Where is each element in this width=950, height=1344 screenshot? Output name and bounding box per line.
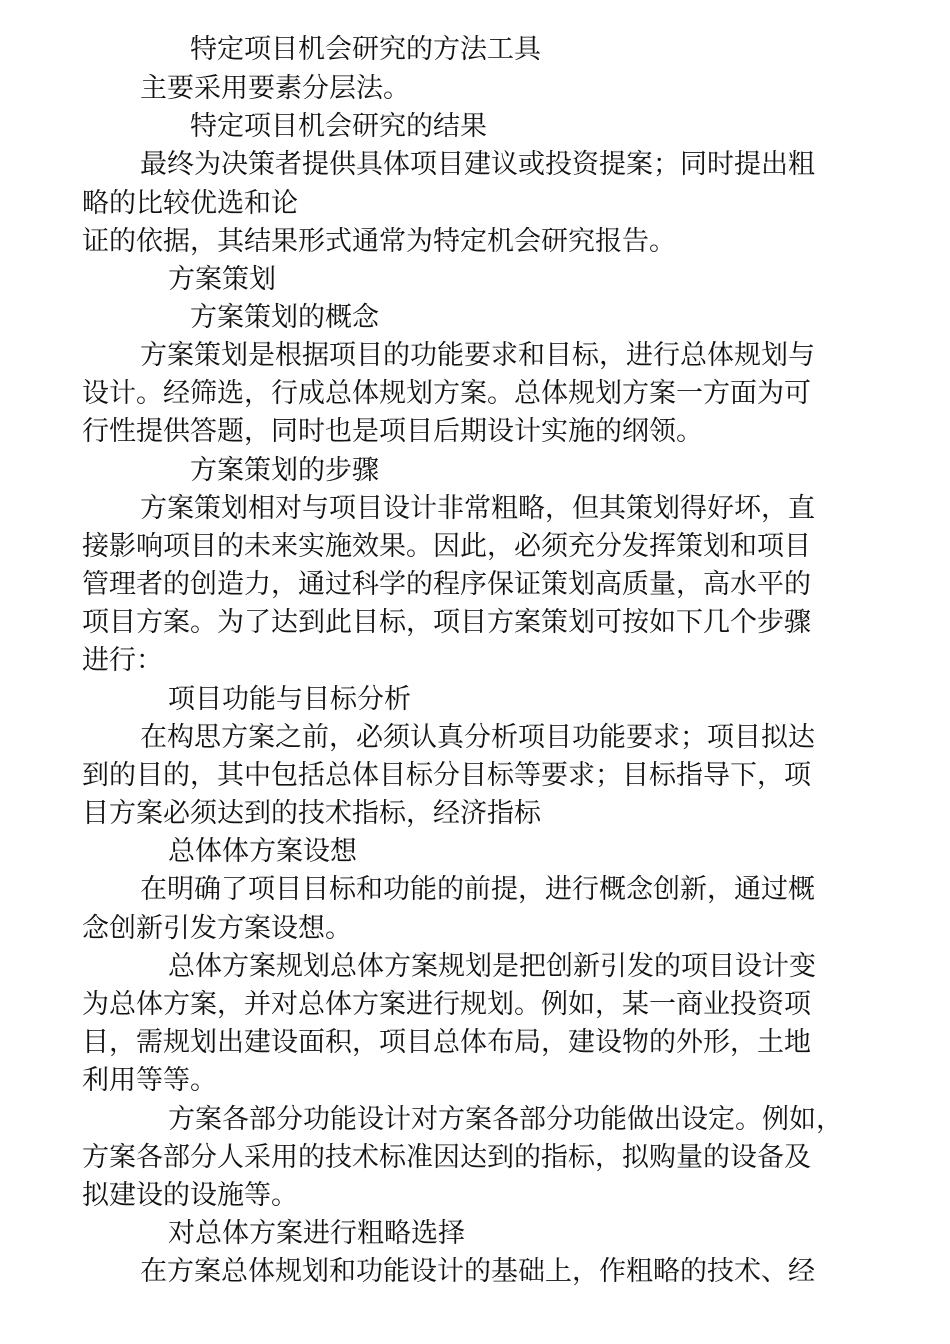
heading-research-result: 特定项目机会研究的结果 — [190, 111, 487, 142]
heading-plan-concept: 方案策划的概念 — [190, 302, 379, 333]
paragraph-line: 略的比较优选和论 — [82, 188, 298, 219]
paragraph-line: 设计。经筛选，行成总体规划方案。总体规划方案一方面为可 — [82, 378, 811, 409]
paragraph-line: 目方案必须达到的技术指标，经济指标 — [82, 798, 541, 829]
heading-plan-design: 方案策划 — [168, 264, 276, 295]
paragraph-line: 在构思方案之前，必须认真分析项目功能要求；项目拟达 — [140, 722, 815, 753]
paragraph-line: 方案策划是根据项目的功能要求和目标，进行总体规划与 — [140, 340, 815, 371]
heading-method-tools: 特定项目机会研究的方法工具 — [190, 34, 541, 65]
paragraph-line: 最终为决策者提供具体项目建议或投资提案；同时提出粗 — [140, 149, 815, 180]
paragraph-line: 方案策划相对与项目设计非常粗略，但其策划得好坏，直 — [140, 493, 815, 524]
heading-function-goal-analysis: 项目功能与目标分析 — [168, 684, 411, 715]
paragraph-line: 进行： — [82, 645, 163, 676]
paragraph-line: 接影响项目的未来实施效果。因此，必须充分发挥策划和项目 — [82, 531, 811, 562]
paragraph-line: 行性提供答题，同时也是项目后期设计实施的纲领。 — [82, 416, 703, 447]
paragraph-line: 主要采用要素分层法。 — [140, 73, 410, 104]
heading-plan-steps: 方案策划的步骤 — [190, 455, 379, 486]
paragraph-line: 总体方案规划总体方案规划是把创新引发的项目设计变 — [168, 951, 816, 982]
heading-rough-selection: 对总体方案进行粗略选择 — [168, 1218, 465, 1249]
heading-overall-plan-idea: 总体体方案设想 — [168, 836, 357, 867]
paragraph-line: 拟建设的设施等。 — [82, 1180, 298, 1211]
paragraph-line: 管理者的创造力，通过科学的程序保证策划高质量，高水平的 — [82, 569, 811, 600]
paragraph-line: 方案各部分人采用的技术标准因达到的指标，拟购量的设备及 — [82, 1142, 811, 1173]
paragraph-line: 念创新引发方案设想。 — [82, 913, 352, 944]
paragraph-line: 项目方案。为了达到此目标，项目方案策划可按如下几个步骤 — [82, 607, 811, 638]
paragraph-line: 方案各部分功能设计对方案各部分功能做出设定。例如， — [168, 1104, 843, 1135]
paragraph-line: 在方案总体规划和功能设计的基础上，作粗略的技术、经 — [140, 1256, 815, 1287]
paragraph-line: 在明确了项目目标和功能的前提，进行概念创新，通过概 — [140, 874, 815, 905]
paragraph-line: 目，需规划出建设面积，项目总体布局，建设物的外形，土地 — [82, 1027, 811, 1058]
paragraph-line: 证的依据，其结果形式通常为特定机会研究报告。 — [82, 226, 676, 257]
paragraph-line: 到的目的，其中包括总体目标分目标等要求；目标指导下，项 — [82, 760, 811, 791]
paragraph-line: 为总体方案，并对总体方案进行规划。例如，某一商业投资项 — [82, 989, 811, 1020]
paragraph-line: 利用等等。 — [82, 1065, 217, 1096]
